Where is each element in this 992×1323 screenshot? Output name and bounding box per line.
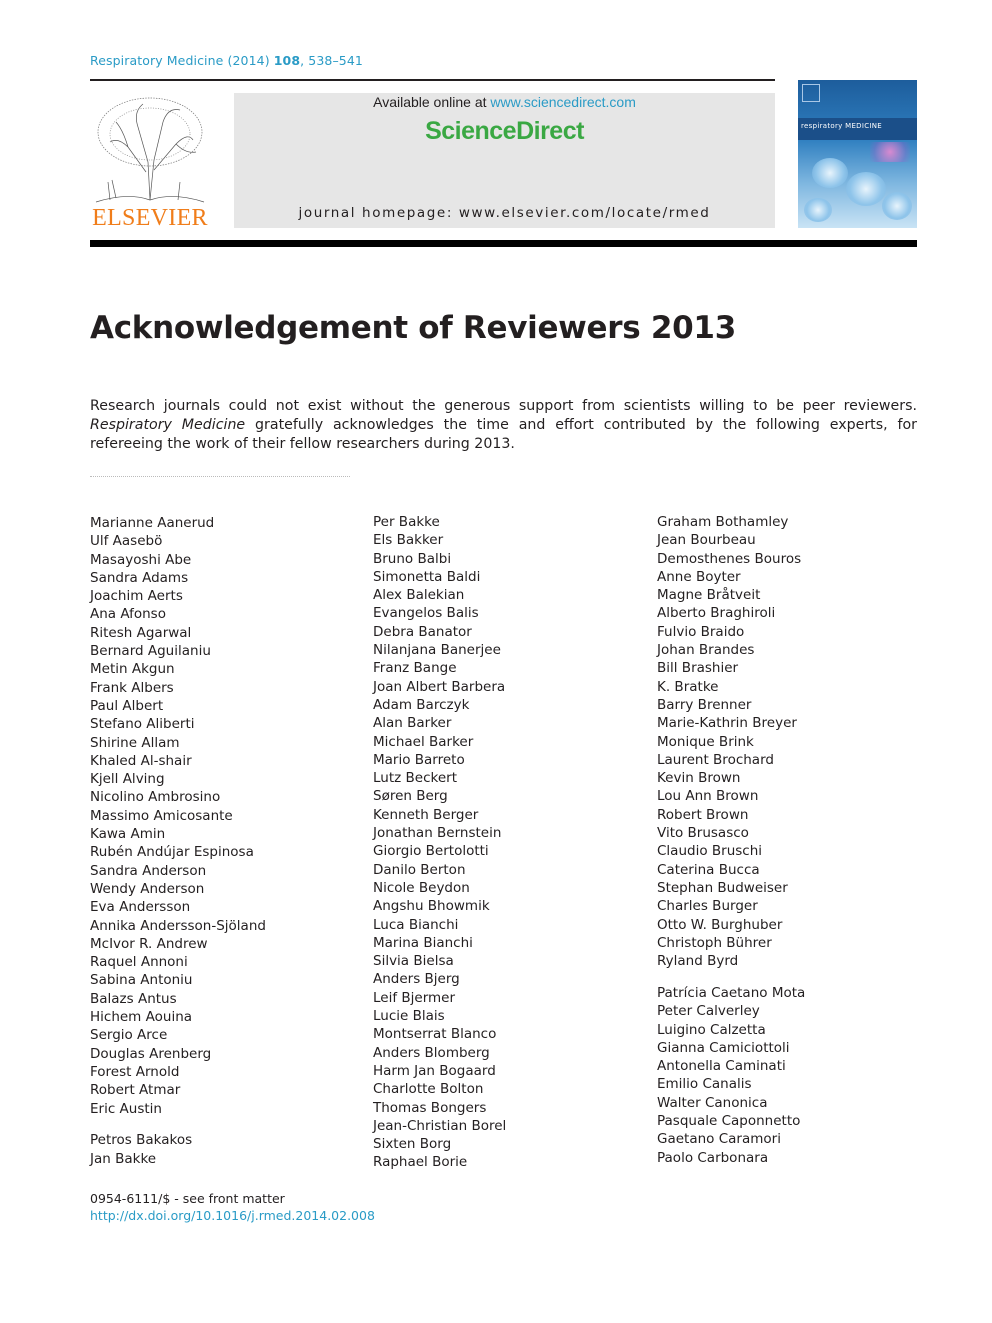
reviewer-name: Gaetano Caramori	[657, 1131, 781, 1148]
cover-cell-2	[846, 172, 886, 206]
cover-cell-4	[804, 198, 832, 222]
citation-journal: Respiratory Medicine (2014)	[90, 53, 270, 68]
reviewer-name: Luca Bianchi	[373, 916, 459, 933]
reviewer-group	[657, 984, 927, 1167]
reviewer-name: Alan Barker	[373, 715, 452, 732]
reviewer-group	[90, 1131, 360, 1168]
title-divider	[90, 240, 917, 247]
reviewer-name: Pasquale Caponnetto	[657, 1113, 801, 1129]
reviewer-name: Demosthenes Bouros	[657, 550, 802, 567]
reviewer-name: Sandra Adams	[90, 569, 189, 586]
reviewer-name: Evangelos Balis	[373, 605, 479, 622]
reviewer-name: Shirine Allam	[90, 734, 180, 751]
reviewer-name: Magne Bråtveit	[657, 587, 761, 604]
reviewer-name: Charlotte Bolton	[373, 1081, 484, 1098]
reviewer-name: Khaled Al-shair	[90, 752, 192, 769]
available-online	[234, 94, 775, 110]
group-gap	[657, 970, 927, 984]
reviewer-name: Adam Barczyk	[373, 696, 470, 713]
reviewer-name: Giorgio Bertolotti	[373, 843, 489, 860]
reviewer-group	[657, 513, 927, 970]
cover-elsevier-mark-icon	[802, 84, 820, 102]
reviewer-name: Otto W. Burghuber	[657, 916, 783, 933]
reviewer-name: Ritesh Agarwal	[90, 624, 192, 641]
reviewer-name: Thomas Bongers	[373, 1099, 487, 1116]
reviewer-name: Per Bakke	[373, 514, 440, 530]
reviewer-name: Marianne Aanerud	[90, 515, 215, 531]
reviewer-name: Leif Bjermer	[373, 989, 456, 1006]
reviewer-name: Christoph Bührer	[657, 934, 772, 951]
reviewer-group	[373, 513, 643, 1172]
reviewer-name: Metin Akgun	[90, 661, 175, 678]
reviewer-name: Joachim Aerts	[90, 588, 183, 605]
reviewer-name: Forest Arnold	[90, 1063, 180, 1080]
reviewer-name: Joan Albert Barbera	[373, 678, 506, 695]
reviewer-name: Barry Brenner	[657, 696, 752, 713]
reviewer-name: Anders Bjerg	[373, 971, 460, 988]
sciencedirect-banner	[234, 93, 775, 228]
reviewer-name: Nicolino Ambrosino	[90, 789, 221, 806]
reviewer-name: Kjell Alving	[90, 771, 165, 788]
reviewer-name: Emilio Canalis	[657, 1076, 752, 1093]
reviewer-name: Sabina Antoniu	[90, 972, 193, 989]
reviewer-name: Fulvio Braido	[657, 623, 745, 640]
reviewer-name: Sergio Arce	[90, 1027, 168, 1044]
reviewer-name: Debra Banator	[373, 623, 472, 640]
journal-cover-image	[798, 80, 917, 228]
journal-citation[interactable]	[90, 53, 363, 68]
reviewer-name: Eva Andersson	[90, 899, 191, 916]
reviewer-name: Lutz Beckert	[373, 770, 457, 787]
reviewer-name: Marie-Kathrin Breyer	[657, 715, 797, 732]
reviewer-name: Harm Jan Bogaard	[373, 1062, 496, 1079]
reviewer-name: Bruno Balbi	[373, 550, 452, 567]
reviewer-name: Jan Bakke	[90, 1150, 157, 1167]
reviewer-name: Kevin Brown	[657, 770, 741, 787]
header-rule	[90, 79, 775, 81]
issn-line: 0954-6111/$ - see front matter	[90, 1191, 285, 1206]
reviewer-name: Hichem Aouina	[90, 1009, 193, 1026]
reviewer-name: Frank Albers	[90, 679, 174, 696]
reviewer-name: Robert Atmar	[90, 1082, 181, 1099]
group-gap	[90, 1118, 360, 1132]
reviewer-name: Jean Bourbeau	[657, 532, 756, 549]
reviewer-group	[90, 514, 360, 1118]
reviewer-name: Raphael Borie	[373, 1154, 468, 1171]
reviewer-name: Antonella Caminati	[657, 1058, 786, 1075]
reviewer-name: Johan Brandes	[657, 642, 755, 659]
reviewer-name: Patrícia Caetano Mota	[657, 984, 806, 1001]
reviewer-name: Angshu Bhowmik	[373, 898, 490, 915]
reviewer-name: Alex Balekian	[373, 587, 465, 604]
reviewer-name: Sixten Borg	[373, 1136, 452, 1153]
reviewer-name: Rubén Andújar Espinosa	[90, 844, 254, 861]
citation-volume: 108	[273, 53, 301, 68]
reviewer-name: Annika Andersson-Sjöland	[90, 917, 266, 934]
cover-title: respiratory MEDICINE	[801, 122, 883, 130]
reviewer-name: Danilo Berton	[373, 861, 466, 878]
intro-text-2: gratefully acknowledges the time and effort contributed by the following experts, for refereeing the work of their fellow researchers during 2013.	[90, 416, 917, 452]
reviewer-name: Wendy Anderson	[90, 880, 205, 897]
reviewer-name: Lou Ann Brown	[657, 788, 759, 805]
reviewer-name: Kenneth Berger	[373, 806, 479, 823]
reviewer-name: Gianna Camiciottoli	[657, 1039, 790, 1056]
reviewer-name: Stephan Budweiser	[657, 879, 788, 896]
reviewer-name: Claudio Bruschi	[657, 843, 763, 860]
footer	[90, 1190, 375, 1224]
reviewer-name: Jean-Christian Borel	[373, 1117, 507, 1134]
reviewer-name: Nicole Beydon	[373, 879, 470, 896]
article-title: Acknowledgement of Reviewers 2013	[90, 310, 736, 346]
reviewer-name: Raquel Annoni	[90, 954, 188, 971]
reviewer-name: Monique Brink	[657, 733, 754, 750]
reviewer-name: K. Bratke	[657, 678, 719, 695]
reviewer-name: Bernard Aguilaniu	[90, 643, 211, 660]
cover-cell-highlight	[870, 142, 910, 162]
reviewer-name: Paul Albert	[90, 697, 164, 714]
reviewer-name: Anders Blomberg	[373, 1044, 490, 1061]
elsevier-logo	[88, 92, 212, 230]
reviewer-name: Michael Barker	[373, 733, 474, 750]
reviewer-name: Masayoshi Abe	[90, 551, 192, 568]
reviewer-name: Paolo Carbonara	[657, 1149, 769, 1166]
reviewer-name: Luigino Calzetta	[657, 1021, 766, 1038]
intro-text-1: Research journals could not exist without the generous support from scientists willing to be peer reviewers.	[90, 398, 917, 414]
reviewer-name: Alberto Braghiroli	[657, 605, 776, 622]
journal-homepage[interactable]: journal homepage: www.elsevier.com/locate/rmed	[298, 205, 711, 221]
reviewer-name: Balazs Antus	[90, 990, 177, 1007]
reviewer-name: Søren Berg	[373, 788, 448, 805]
reviewer-name: Ulf Aasebö	[90, 533, 163, 550]
reviewer-column-3	[657, 513, 927, 1167]
reviewer-name: Kawa Amin	[90, 826, 166, 843]
reviewer-column-2	[373, 513, 643, 1172]
reviewer-column-1	[90, 514, 360, 1168]
sciencedirect-brand: ScienceDirect	[425, 117, 584, 145]
reviewer-name: Laurent Brochard	[657, 751, 774, 768]
reviewer-name: Anne Boyter	[657, 568, 741, 585]
reviewer-name: Nilanjana Banerjee	[373, 642, 501, 659]
dotted-separator	[90, 476, 350, 478]
cover-cell-1	[812, 158, 848, 188]
reviewer-name: Caterina Bucca	[657, 861, 760, 878]
reviewer-name: Graham Bothamley	[657, 514, 789, 530]
reviewer-name: Massimo Amicosante	[90, 807, 233, 824]
reviewer-name: Simonetta Baldi	[373, 568, 481, 585]
intro-journal-name: Respiratory Medicine	[90, 416, 246, 433]
reviewer-name: Peter Calverley	[657, 1003, 760, 1020]
intro-paragraph	[90, 397, 917, 453]
sciencedirect-link[interactable]: www.sciencedirect.com	[490, 94, 636, 110]
reviewer-name: Mario Barreto	[373, 751, 465, 768]
elsevier-wordmark: ELSEVIER	[92, 205, 208, 230]
reviewer-name: Franz Bange	[373, 660, 457, 677]
reviewer-name: Bill Brashier	[657, 660, 739, 677]
reviewer-name: Robert Brown	[657, 806, 749, 823]
reviewer-name: Montserrat Blanco	[373, 1026, 497, 1043]
available-prefix: Available online at	[373, 94, 491, 110]
reviewer-name: Marina Bianchi	[373, 934, 473, 951]
reviewer-name: Ryland Byrd	[657, 953, 739, 970]
reviewer-name: Eric Austin	[90, 1100, 162, 1117]
reviewer-name: Douglas Arenberg	[90, 1045, 212, 1062]
reviewer-name: Ana Afonso	[90, 606, 166, 623]
reviewer-name: Stefano Aliberti	[90, 716, 195, 733]
reviewer-name: McIvor R. Andrew	[90, 935, 208, 952]
reviewer-name: Lucie Blais	[373, 1008, 445, 1025]
reviewer-name: Charles Burger	[657, 898, 758, 915]
reviewer-name: Silvia Bielsa	[373, 953, 454, 970]
reviewer-name: Jonathan Bernstein	[373, 825, 502, 842]
reviewer-name: Walter Canonica	[657, 1094, 768, 1111]
reviewer-name: Sandra Anderson	[90, 862, 207, 879]
reviewer-name: Petros Bakakos	[90, 1132, 193, 1149]
reviewer-name: Vito Brusasco	[657, 825, 749, 842]
citation-pages: , 538–541	[300, 53, 363, 68]
doi-link[interactable]: http://dx.doi.org/10.1016/j.rmed.2014.02.008	[90, 1208, 375, 1223]
reviewer-name: Els Bakker	[373, 532, 444, 549]
cover-cell-3	[882, 192, 912, 220]
